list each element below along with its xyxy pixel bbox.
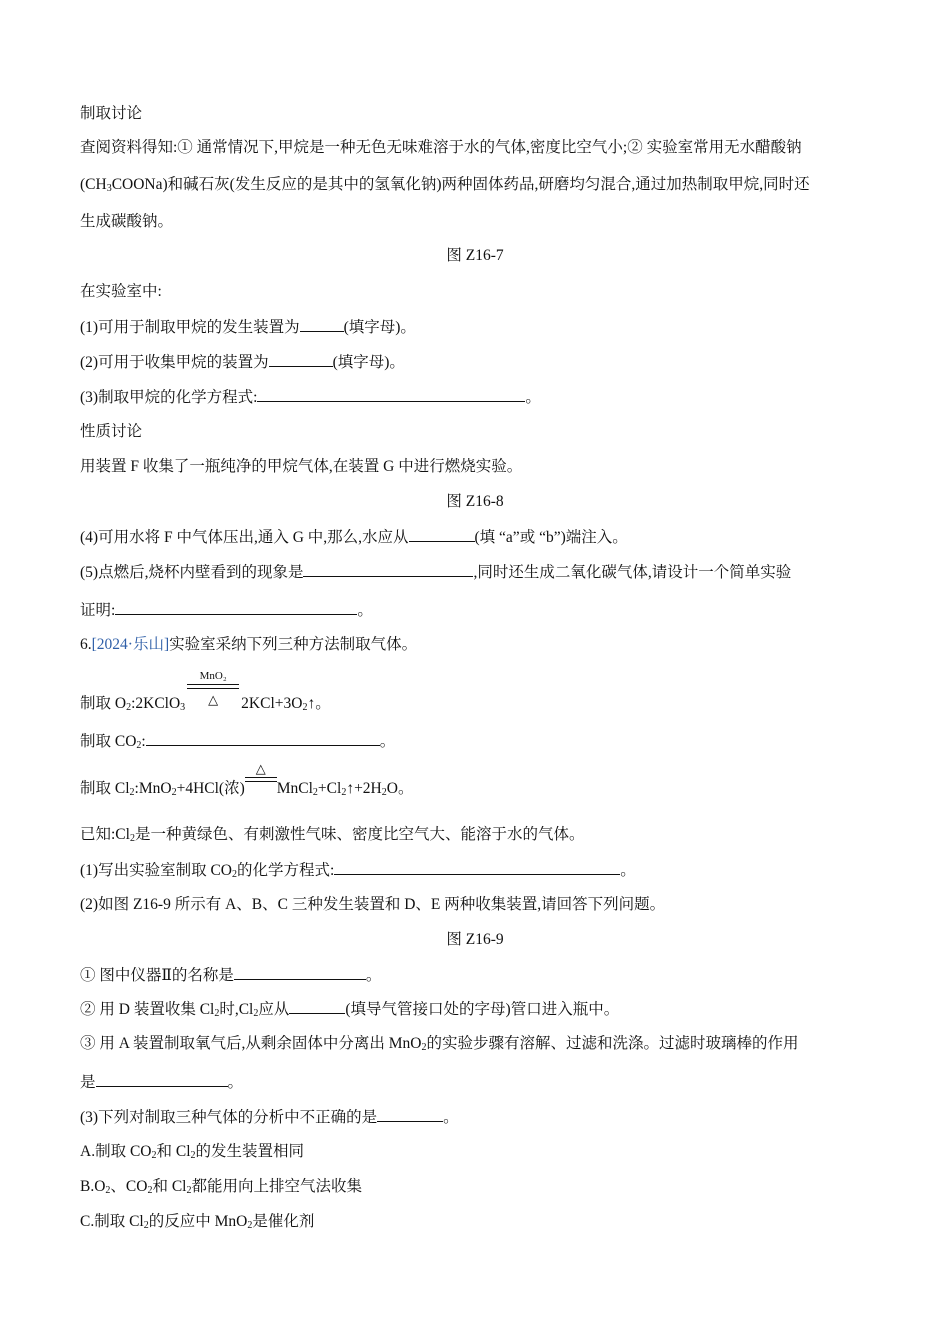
answer-blank[interactable] [257,387,525,402]
text: 和 Cl [152,1178,187,1195]
text: 。 [365,967,382,984]
text: 的化学方程式: [236,862,335,879]
question-2 [80,352,405,373]
info-paragraph-line-2 [80,175,810,195]
text: (填字母)。 [343,319,416,336]
text: :MnO [134,780,172,797]
text: 的实验步骤有溶解、过滤和洗涤。过滤时玻璃棒的作用 [426,1035,799,1052]
caption-text: 图 Z16-8 [446,493,504,510]
text: 。 [620,862,636,879]
text: (4)可用水将 F 中气体压出,通入 G 中,那么,水应从 [80,529,409,546]
text: B.O [80,1178,106,1195]
subscript: 3 [106,183,112,194]
text: 都能用向上排空气法收集 [191,1178,363,1195]
heat-symbol: △ [255,761,266,776]
subscript: 2 [186,1185,192,1196]
intro-line [80,282,162,302]
subscript: 2 [253,1008,259,1019]
subscript: 2 [190,1150,196,1161]
answer-blank[interactable] [409,527,475,542]
text: 时,Cl [219,1001,254,1018]
text: (3)制取甲烷的化学方程式: [80,389,258,406]
text: : [141,733,146,750]
text: COONa)和碱石灰(发生反应的是其中的氢氧化钠)两种固体药品,研磨均匀混合,通过加热制取甲烷,同时还 [111,176,810,193]
reaction-condition [245,761,277,793]
caption-text: 图 Z16-9 [446,931,504,948]
figure-caption-z16-9 [0,930,950,950]
section-heading-preparation [80,104,142,124]
answer-blank[interactable] [289,999,345,1014]
double-line [245,777,277,782]
subscript: 2 [129,833,135,844]
answer-blank[interactable] [146,731,380,746]
text: 证明: [80,602,116,619]
subscript: 2 [247,1220,253,1231]
text: 是催化剂 [252,1213,315,1230]
question-1 [80,317,416,338]
caption-text: 图 Z16-7 [446,247,504,264]
text: +Cl [317,780,342,797]
subscript: 2 [126,702,132,713]
question-5-line-2 [80,600,373,621]
text: 和 Cl [156,1143,191,1160]
heading-text: 性质讨论 [80,423,143,440]
properties-paragraph [80,457,522,477]
text: 在实验室中: [80,283,162,300]
answer-blank[interactable] [115,600,357,615]
problem-number: 6. [80,636,92,653]
answer-blank[interactable] [334,860,620,875]
text: +4HCl(浓) [176,780,245,797]
source-tag: [2024·乐山] [91,636,170,653]
text: 。 [227,1074,244,1091]
reaction-condition [185,670,241,708]
text: ↑+2H [346,780,382,797]
heading-text: 制取讨论 [80,105,143,122]
question-6-1 [80,860,636,881]
subscript: 2 [381,787,387,798]
text: (填导气管接口处的字母)管口进入瓶中。 [345,1001,620,1018]
subscript: 2 [136,740,142,751]
heat-symbol: △ [208,692,219,707]
subscript: 2 [143,1220,149,1231]
subscript: 3 [180,702,186,713]
text: 实验室采纳下列三种方法制取气体。 [169,636,418,653]
subscript: 2 [214,1008,220,1019]
double-line [187,684,239,689]
option-b [80,1177,362,1197]
text: ③ 用 A 装置制取氧气后,从剩余固体中分离出 MnO [80,1035,422,1052]
option-c [80,1212,314,1232]
text: 、CO [110,1178,148,1195]
answer-blank[interactable] [96,1072,228,1087]
text: (2)如图 Z16-9 所示有 A、B、C 三种发生装置和 D、E 两种收集装置,请回答下列问题。 [80,896,666,913]
question-3 [80,387,541,408]
answer-blank[interactable] [234,965,366,980]
catalyst-label: MnO₂ [199,670,227,682]
subscript: 2 [147,1185,153,1196]
subscript: 2 [341,787,347,798]
text: ,同时还生成二氧化碳气体,请设计一个简单实验 [473,564,792,581]
text: 制取 Cl [80,780,130,797]
question-6-2 [80,895,665,915]
question-4 [80,527,628,548]
info-paragraph-line-3 [80,212,173,232]
text: 是一种黄绿色、有刺激性气味、密度比空气大、能溶于水的气体。 [134,826,585,843]
text: O。 [386,780,414,797]
known-info [80,825,584,845]
text: (2)可用于收集甲烷的装置为 [80,354,269,371]
figure-caption-z16-7 [0,246,950,266]
question-5 [80,562,791,583]
answer-blank[interactable] [377,1107,443,1122]
answer-blank[interactable] [300,317,344,332]
text: 的反应中 MnO [148,1213,248,1230]
paragraph-text: 查阅资料得知:① 通常情况下,甲烷是一种无色无味难溶于水的气体,密度比空气小;② 实验室常用无水醋酸钠 [80,139,802,156]
text: ② 用 D 装置收集 Cl [80,1001,215,1018]
text: C.制取 Cl [80,1213,144,1230]
problem-6-title [80,635,417,655]
text: A.制取 CO [80,1143,152,1160]
text: (1)可用于制取甲烷的发生装置为 [80,319,300,336]
answer-blank[interactable] [269,352,333,367]
info-paragraph-line-1 [80,138,802,158]
subscript: 2 [421,1042,427,1053]
text: 。 [525,389,541,406]
subscript: 2 [129,787,135,798]
sub-question-1 [80,965,381,986]
subscript: 2 [105,1185,111,1196]
text: (1)写出实验室制取 CO [80,862,232,879]
subscript: 2 [302,702,308,713]
section-heading-properties [80,422,142,442]
text: 是 [80,1074,96,1091]
text: 2KCl+3O [241,695,303,712]
text: 。 [379,733,396,750]
equation-cl2 [80,761,414,799]
equation-co2 [80,731,395,752]
text: 用装置 F 收集了一瓶纯净的甲烷气体,在装置 G 中进行燃烧实验。 [80,458,523,475]
text: 。 [357,602,373,619]
sub-question-3-line-2 [80,1072,243,1093]
sub-question-3 [80,1034,798,1054]
text: MnCl [276,780,313,797]
text: (填 “a”或 “b”)端注入。 [474,529,628,546]
subscript: 2 [151,1150,157,1161]
subscript: 2 [171,787,177,798]
text: ① 图中仪器Ⅱ的名称是 [80,967,234,984]
text: 。 [443,1109,459,1126]
sub-question-2 [80,999,619,1020]
subscript: 2 [312,787,318,798]
equation-o2 [80,670,331,714]
text: 制取 O [80,695,127,712]
text: 生成碳酸钠。 [80,213,174,230]
text: ↑。 [307,695,331,712]
option-a [80,1142,304,1162]
text: 的发生装置相同 [195,1143,305,1160]
subscript: 2 [231,869,237,880]
answer-blank[interactable] [303,562,473,577]
text: 制取 CO [80,733,137,750]
text: (5)点燃后,烧杯内壁看到的现象是 [80,564,304,581]
figure-caption-z16-8 [0,492,950,512]
text: (CH [80,176,107,193]
text: 应从 [258,1001,290,1018]
text: (3)下列对制取三种气体的分析中不正确的是 [80,1109,378,1126]
question-6-3 [80,1107,459,1128]
text: :2KClO [131,695,181,712]
text: 已知:Cl [80,826,130,843]
text: (填字母)。 [332,354,405,371]
